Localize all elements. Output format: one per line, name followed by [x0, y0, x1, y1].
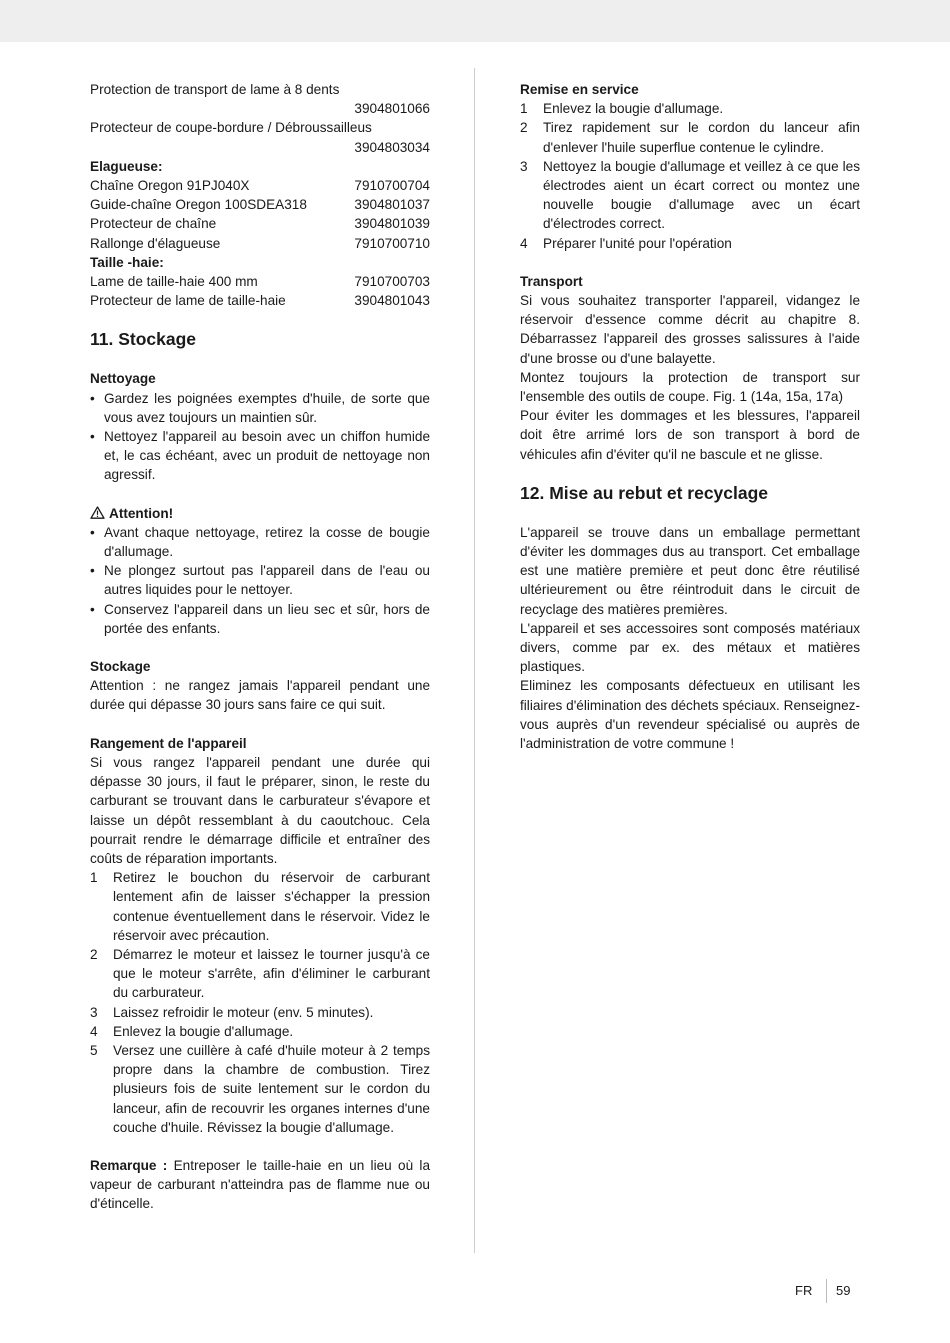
- page-number: 59: [836, 1283, 851, 1298]
- part-number: 3904803034: [354, 139, 430, 155]
- cleaning-heading: Nettoyage: [90, 371, 156, 387]
- step-text: Tirez rapidement sur le cordon du lanceur afin d'enlever l'huile superflue contenue le cylindre.: [543, 120, 860, 155]
- numbered-item: [90, 945, 430, 1003]
- step-number: 1: [520, 101, 528, 117]
- parts-row: [90, 214, 430, 233]
- step-text: Retirez le bouchon du réservoir de carburant lentement afin de laisser s'échapper la pression contenue éventuellement dans le réservoir. Videz le réservoir avec précaution.: [113, 870, 430, 943]
- part-name: Guide-chaîne Oregon 100SDEA318: [90, 197, 307, 213]
- left-column: [90, 80, 430, 1214]
- step-number: 2: [90, 946, 98, 962]
- step-text: Préparer l'unité pour l'opération: [543, 235, 732, 251]
- numbered-item: [90, 1022, 430, 1041]
- parts-group-heading: Taille -haie:: [90, 254, 164, 270]
- list-item: • Avant chaque nettoyage, retirez la cosse de bougie d'allumage.: [90, 523, 430, 561]
- transport-paragraph: Pour éviter les dommages et les blessures, l'appareil doit être arrimé lors de son transport à bord de véhicules afin d'éviter qu'il ne bascule et ne glisse.: [520, 408, 860, 462]
- step-number: 3: [520, 158, 528, 174]
- storage-paragraph: Attention : ne rangez jamais l'appareil pendant une durée qui dépasse 30 jours sans faire ce qui suit.: [90, 678, 430, 713]
- warning-triangle-icon: [90, 506, 105, 519]
- transport-paragraph: Montez toujours la protection de transport sur l'ensemble des outils de coupe. Fig. 1 (14a, 15a, 17a): [520, 369, 860, 405]
- putaway-steps: [90, 868, 430, 1137]
- part-name: Lame de taille-haie 400 mm: [90, 274, 258, 290]
- disposal-paragraph: Eliminez les composants défectueux en utilisant les filiaires d'élimination des déchets spéciaux. Renseignez-vous auprès d'un revendeur spécialisé ou auprès de l'administration de votre commune !: [520, 678, 860, 752]
- transport-heading: Transport: [520, 273, 583, 289]
- part-name: Protecteur de chaîne: [90, 216, 217, 232]
- numbered-item: [520, 157, 860, 234]
- attention-heading: Attention!: [109, 505, 174, 521]
- part-number: 7910700710: [354, 235, 430, 251]
- section-title-storage: 11. Stockage: [90, 329, 197, 350]
- step-number: 1: [90, 870, 98, 886]
- list-item: • Gardez les poignées exemptes d'huile, de sorte que vous avez toujours un maintien sûr.: [90, 389, 430, 427]
- part-name: Protecteur de lame de taille-haie: [90, 293, 286, 309]
- part-name: Protecteur de coupe-bordure / Débroussailleus: [90, 120, 372, 136]
- step-text: Nettoyez la bougie d'allumage et veillez à ce que les électrodes aient un écart correct ou montez une nouvelle bougie d'allumage avec un écart d'électrodes correct.: [543, 158, 860, 232]
- remark-text: Entreposer le taille-haie en un lieu où la vapeur de carburant n'atteindra pas de flamme nue ou d'étincelle.: [90, 1157, 431, 1212]
- attention-heading-row: [90, 504, 430, 523]
- part-name: Rallonge d'élagueuse: [90, 235, 221, 251]
- recommission-heading: Remise en service: [520, 82, 639, 97]
- right-column: [520, 80, 860, 753]
- step-number: 3: [90, 1004, 98, 1020]
- parts-row: [90, 176, 430, 195]
- recommission-steps: [520, 99, 860, 253]
- parts-group-heading: Elagueuse:: [90, 158, 163, 174]
- putaway-paragraph: Si vous rangez l'appareil pendant une durée qui dépasse 30 jours, il faut le préparer, sinon, le reste du carburant se trouvant dans le carburateur s'évapore et laisse un dépôt ressemblant à du caoutchouc. Cela pourrait rendre le démarrage difficile et entraîner des coûts de réparation importants.: [90, 754, 430, 866]
- parts-row: [90, 118, 430, 156]
- part-number: 3904801039: [354, 216, 430, 232]
- numbered-item: [520, 99, 860, 118]
- numbered-item: [90, 868, 430, 945]
- part-name: Chaîne Oregon 91PJ040X: [90, 178, 250, 194]
- step-text: Enlevez la bougie d'allumage.: [113, 1023, 294, 1039]
- part-number: 7910700704: [354, 178, 430, 194]
- remark-label: Remarque :: [90, 1157, 168, 1173]
- parts-row: [90, 195, 430, 214]
- step-text: Démarrez le moteur et laissez le tourner jusqu'à ce que le moteur s'arrête, afin d'éliminer le carburant du carburateur.: [113, 946, 430, 1001]
- part-name: Protection de transport de lame à 8 dents: [90, 82, 340, 97]
- parts-row: [90, 80, 430, 118]
- part-number: 3904801037: [354, 197, 430, 213]
- list-item: • Ne plongez surtout pas l'appareil dans de l'eau ou autres liquides pour le nettoyer.: [90, 561, 430, 599]
- list-item: • Conservez l'appareil dans un lieu sec et sûr, hors de portée des enfants.: [90, 600, 430, 638]
- parts-row: [90, 272, 430, 291]
- list-item: • Nettoyez l'appareil au besoin avec un chiffon humide et, le cas échéant, avec un produit de nettoyage non agressif.: [90, 427, 430, 485]
- putaway-heading: Rangement de l'appareil: [90, 735, 247, 751]
- footer-separator: [826, 1279, 827, 1303]
- parts-row: [90, 291, 430, 310]
- step-text: Enlevez la bougie d'allumage.: [543, 101, 724, 117]
- footer-language: FR: [795, 1283, 813, 1298]
- parts-list: [90, 80, 430, 310]
- numbered-item: [520, 234, 860, 253]
- part-number: 3904801043: [354, 293, 430, 309]
- attention-list: [90, 523, 430, 638]
- numbered-item: [520, 118, 860, 156]
- part-number: 3904801066: [354, 101, 430, 117]
- step-number: 5: [90, 1042, 98, 1058]
- step-text: Versez une cuillère à café d'huile moteur à 2 temps propre dans la chambre de combustion. Tirez plusieurs fois de suite lentement sur le cordon du lanceur, afin de recouvrir les organes internes d'une couche d'huile. Révissez la bougie d'allumage.: [113, 1042, 430, 1135]
- transport-paragraph: Si vous souhaitez transporter l'appareil, vidangez le réservoir d'essence comme décrit au chapitre 8. Débarrassez l'appareil des grosses salissures à l'aide d'une brosse ou d'une balayette.: [520, 293, 860, 366]
- header-band: [0, 0, 950, 42]
- remark-paragraph: [90, 1156, 430, 1214]
- disposal-paragraph: L'appareil se trouve dans un emballage permettant d'éviter les dommages dus au transport. Cet emballage est une matière première et peut donc être réutilisé ultérieurement ou être réintroduit dans le circuit de recyclage des matières premières.: [520, 524, 860, 617]
- part-number: 7910700703: [354, 274, 430, 290]
- step-number: 4: [520, 235, 528, 251]
- step-text: Laissez refroidir le moteur (env. 5 minutes).: [113, 1004, 374, 1020]
- column-divider: [474, 68, 475, 1253]
- parts-row: [90, 234, 430, 253]
- numbered-item: [90, 1003, 430, 1022]
- numbered-item: [90, 1041, 430, 1137]
- section-title-disposal: 12. Mise au rebut et recyclage: [520, 482, 769, 503]
- cleaning-list: [90, 389, 430, 485]
- step-number: 2: [520, 120, 528, 136]
- storage-heading: Stockage: [90, 659, 151, 675]
- disposal-paragraph: L'appareil et ses accessoires sont composés matériaux divers, comme par ex. des métaux et matières plastiques.: [520, 620, 860, 675]
- step-number: 4: [90, 1023, 98, 1039]
